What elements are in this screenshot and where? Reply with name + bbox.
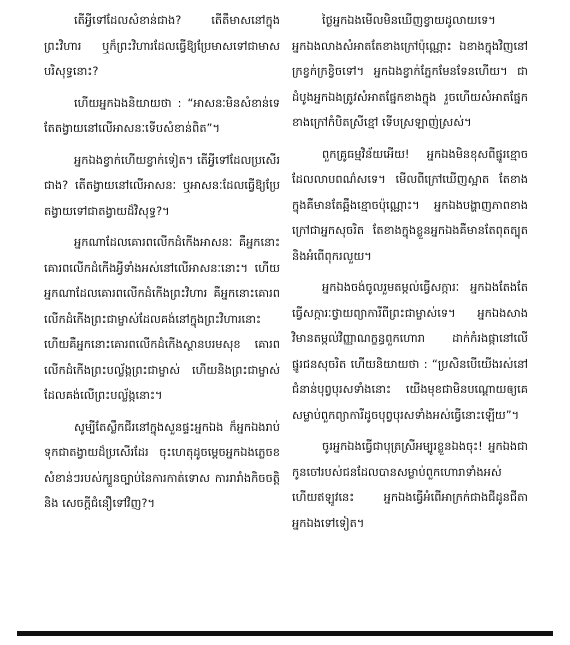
left-paragraph-2: ហើយអ្នកឯងនិយាយថា : “អាសនៈមិនសំខាន់ទេ តែតង្វាយនៅលើអាសនៈទើបសំខាន់ពិត”។ — [44, 95, 280, 135]
right-paragraph-2: ពួកគ្រូធម្មវិន័យអើយ! អ្នកឯងមិនខុសពីផ្នូរខ្មោចដែលលាបពណ៌សទេ។ មើលពីក្រៅឃើញស្អាត តែខាងក្នុងគឺមានតែឆ្អឹងខ្មោចប៉ុណ្ណោះ។ អ្នកឯងបង្ហាញភាពខាងក្រៅជាអ្នកសុចរិត តែខាងក្នុងខ្លួនអ្នកឯងគឺមានតែពុតត្បុតនិងអំពើពុករលួយ។ — [292, 146, 528, 263]
right-paragraph-4: ចូរអ្នកឯងធ្វើជាបុត្រស្រីអម្បូរខ្លួនឯងចុះ! អ្នកឯងជាកូនចៅរបស់ជនដែលបានសម្លាប់ពួកហោរាទាំងអស់ ហើយឥឡូវនេះ អ្នកឯងធ្វើអំពើអាក្រក់ជាងជីដូនជីតាអ្នកឯងទៅទៀត។ — [292, 439, 528, 530]
left-paragraph-5: សូម្បីតែស្លឹកជីរនៅក្នុងសួនផ្ទះអ្នកឯង ក៏អ្នកឯងរាប់ទុកជាតង្វាយដ៏ប្រសើរដែរ ចុះហេតុដូចម្តេចអ្នកឯងភ្លេចខសំខាន់ៗរបស់ក្បួនច្បាប់នៃការកាត់ទោស ការរារាំងកិចចត្តិនិង សេចក្តីជំនឿទៅវិញ?។ — [44, 419, 280, 510]
right-text-column — [292, 8, 528, 536]
left-paragraph-1: តើអ្វីទៅដែលសំខាន់ជាង? តើតឹមាសនៅក្នុងព្រះវិហារ ឬក៏ព្រះវិហារដែលធ្វើឱ្យប្រែមាសទៅជាមាសបរិសុទ្ធនោះ? — [44, 13, 280, 78]
left-text-column — [44, 8, 280, 517]
left-paragraph-3: អ្នកឯងខ្វាក់ហើយខ្វាក់ទៀត។ តើអ្វីទៅដែលប្រសើរជាង? តើតង្វាយនៅលើអាសនៈ ឬអាសនៈដែលធ្វើឱ្យប្រែតង្វាយទៅជាតង្វាយដ៏វិសុទ្ធ?។ — [44, 152, 280, 218]
right-paragraph-3: អ្នកឯងចង់ចូលរួមតម្កល់ធ្វើសក្ការៈ អ្នកឯងតែងតែធ្វើសក្ការៈថ្វាយព្យាការីពីព្រះជាម្ចាស់ទេ។ អ្នកឯងសាងវិមានតម្កល់វិញ្ញាណក្ខន្ធពួកហោរា ដាក់កំរងផ្កានៅលើផ្នូរជនសុចរិត ហើយនិយាយថា : “ប្រសិនបើយើងរស់នៅជំនាន់បុព្វបុរសទាំងនោះ យើងមុខជាមិនបណ្តោយឲ្យគេសម្លាប់ពួកព្យាការីដូចបុព្វបុរសទាំងអស់ធ្វើនោះឡើយ”។ — [292, 280, 528, 422]
right-paragraph-1: ថ្ងៃអ្នកឯងមើលមិនឃើញខ្វាយដូលាយទេ។ អ្នកឯងលាងសំអាតតែខាងក្រៅប៉ុណ្ណោះ ឯខាងក្នុងវិញនៅក្រខ្វក់ក្រខ្វិចទៅ។ អ្នកឯងខ្វាក់ភ្នែកមែនទែនហើយ។ ជាដំបូងអ្នកឯងត្រូវសំអាតផ្នែកខាងក្នុង រួចហើយសំអាតផ្នែកខាងក្រៅកំបិតស្រីខ្មៅ ទើបស្រឡាញ់ស្រស់។ — [292, 13, 528, 129]
left-paragraph-4: អ្នកណាដែលគោរពលើកដំកើងអាសនៈ គឺអ្នកនោះគោរពលើកដំកើងអ្វីទាំងអស់នៅលើអាសនៈនោះ។ ហើយអ្នកណាដែលគោរពលើកដំកើងព្រះវិហារ គឺអ្នកនោះគោរពលើកដំកើងព្រះជាម្ចាស់ដែលគង់នៅក្នុងព្រះវិហារនោះ ហើយគឺអ្នកនោះគោរពលើកដំកើងស្ថានបរមសុខ គោរពលើកដំកើងព្រះបល្ល័ង្កព្រះជាម្ចាស់ ហើយនិងព្រះជាម្ចាស់ដែលគង់លើព្រះបល្ល័ង្កនោះ។ — [44, 235, 280, 402]
bottom-divider-rule — [17, 631, 553, 636]
